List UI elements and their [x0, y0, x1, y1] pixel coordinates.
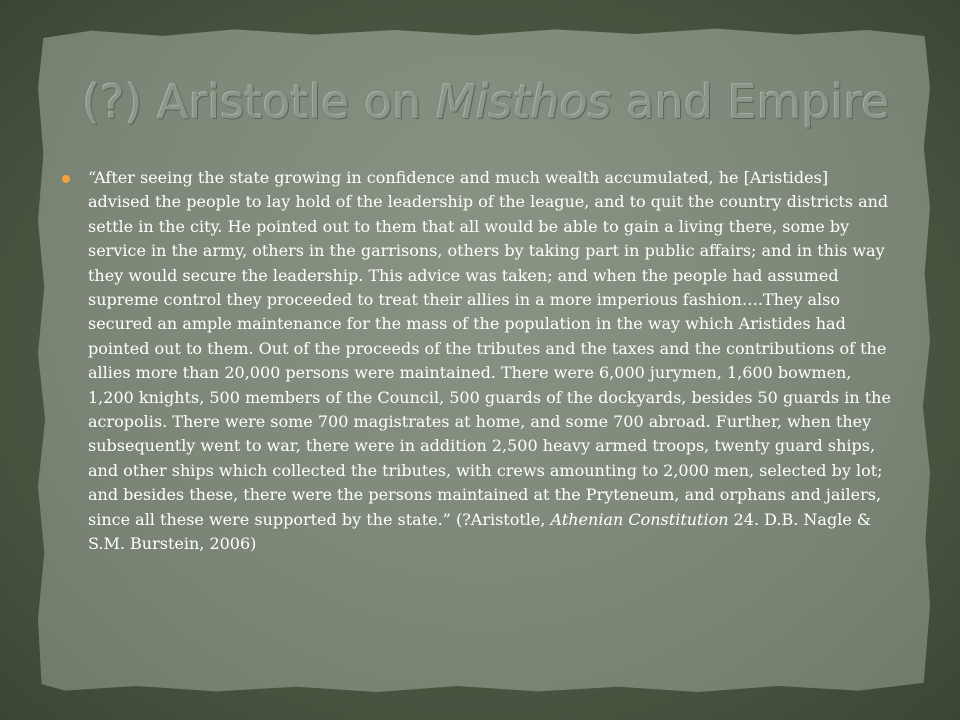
title-italic-word: Misthos: [436, 75, 612, 129]
bullet-dot-icon: [62, 175, 70, 183]
quote-text: “After seeing the state growing in confidence and much wealth accumulated, he [Aristides] advised the people to lay hold of the leadership of the league, and to quit the country districts and settle in the city. He pointed out to them that all would be able to gain a living there, some by service in the army, others in the garrisons, others by taking part in public affairs; and in this way they would secure the leadership. This advice was taken; and when the people had assumed supreme control they proceeded to treat their allies in a more imperious fashion….They also secured an ample maintenance for the mass of the population in the way which Aristides had pointed out to them. Out of the proceeds of the tributes and the taxes and the contributions of the allies more than 20,000 persons were maintained. There were 6,000 jurymen, 1,600 bowmen, 1,200 knights, 500 members of the Council, 500 guards of the dockyards, besides 50 guards in the acropolis. There were some 700 magistrates at home, and some 700 abroad. Further, when they subsequently went to war, there were in addition 2,500 heavy armed troops, twenty guard ships, and other ships which collected the tributes, with crews amounting to 2,000 men, selected by lot; and besides these, there were the persons maintained at the Pryteneum, and orphans and jailers, since all these were supported by the state.”: [88, 168, 891, 529]
citation-suffix: 24. D.B. Nagle & S.M. Burstein, 2006): [88, 509, 872, 554]
slide-title: [60, 74, 912, 130]
citation-prefix: (?Aristotle,: [450, 509, 551, 529]
slide-body: [62, 166, 894, 557]
title-prefix: (?) Aristotle on: [82, 75, 437, 129]
quote-paragraph: [88, 166, 894, 557]
title-suffix: and Empire: [611, 75, 890, 129]
citation-work-title: Athenian Constitution: [550, 509, 729, 529]
